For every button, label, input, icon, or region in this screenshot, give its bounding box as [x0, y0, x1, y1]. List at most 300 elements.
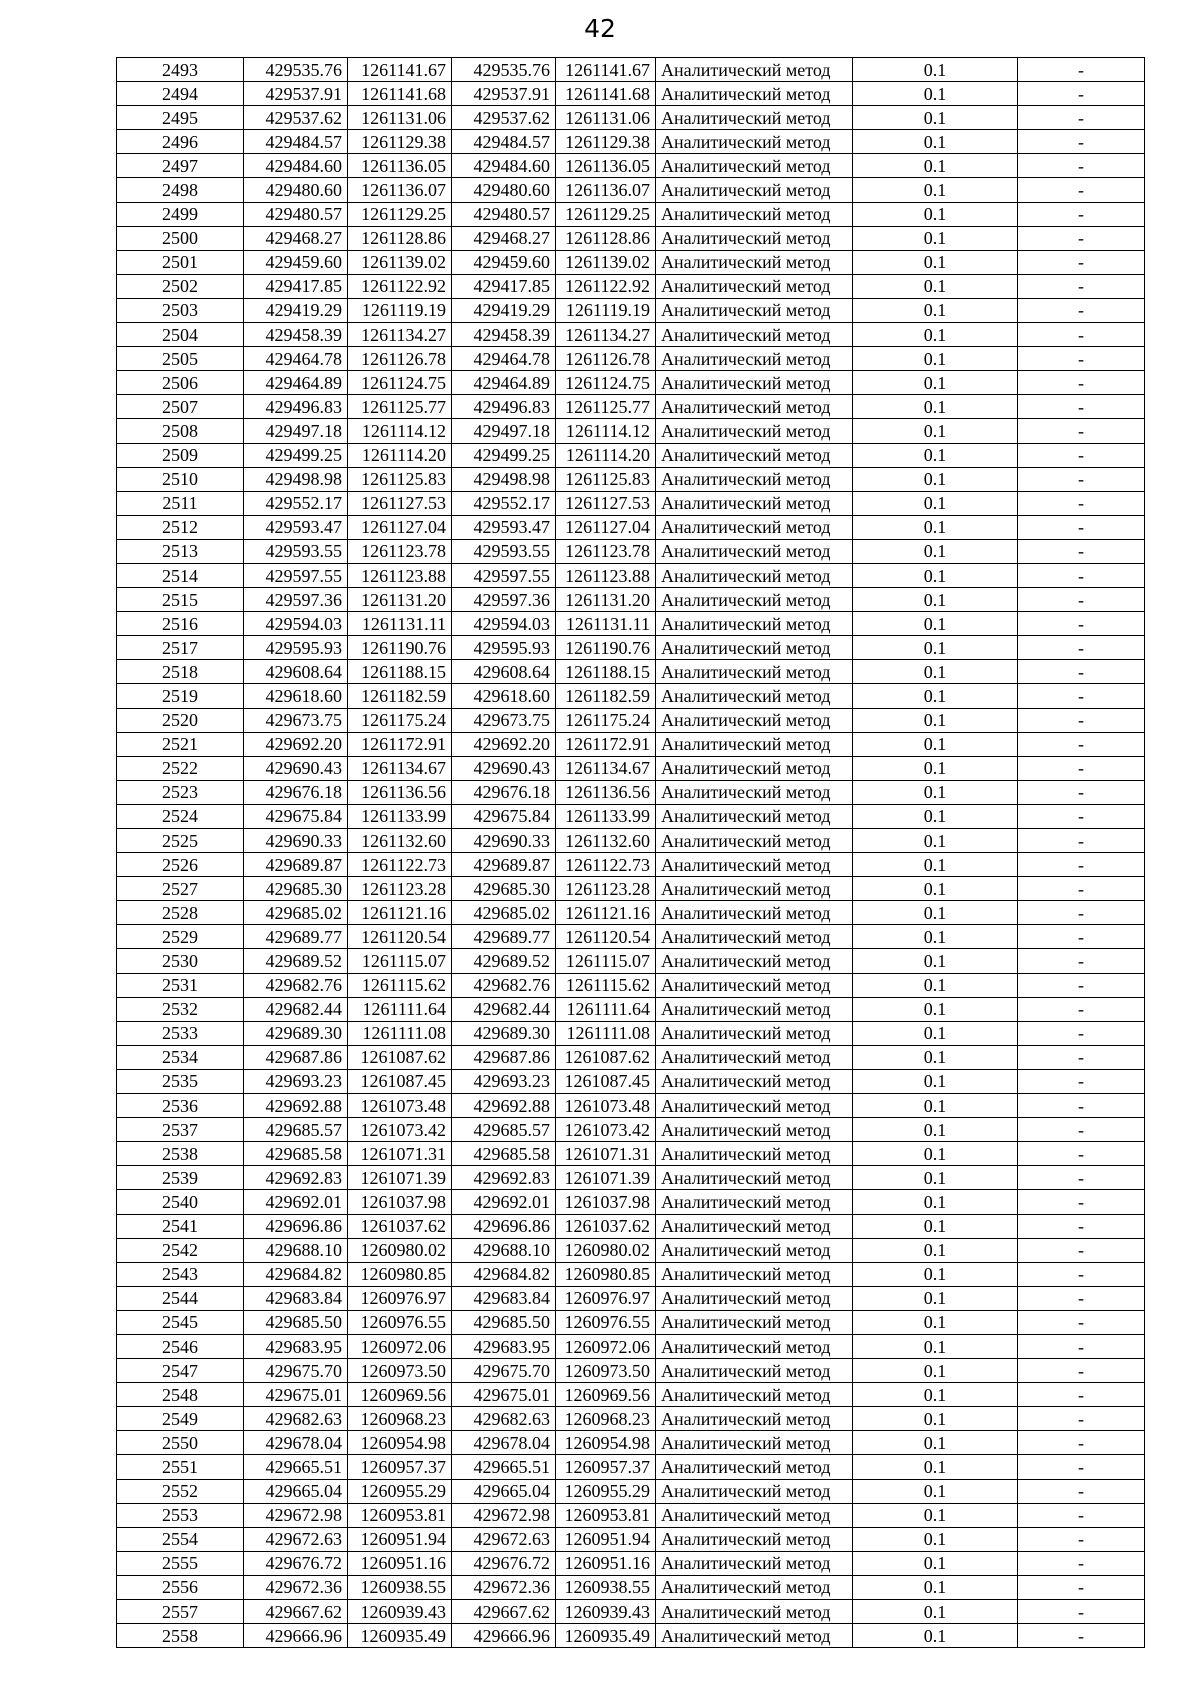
method-cell: Аналитический метод	[656, 347, 853, 371]
note-cell: -	[1018, 250, 1145, 274]
table-row	[117, 1407, 1145, 1431]
point-number-cell: 2557	[117, 1600, 244, 1624]
table-row	[117, 1455, 1145, 1479]
y-old-cell: 1261121.16	[348, 901, 452, 925]
y-new-cell: 1260980.85	[556, 1262, 656, 1286]
accuracy-cell: 0.1	[853, 853, 1018, 877]
x-new-cell: 429685.50	[452, 1310, 556, 1334]
point-number-cell: 2501	[117, 250, 244, 274]
note-cell: -	[1018, 588, 1145, 612]
x-new-cell: 429689.87	[452, 853, 556, 877]
y-new-cell: 1261073.48	[556, 1094, 656, 1118]
method-cell: Аналитический метод	[656, 804, 853, 828]
note-cell: -	[1018, 1069, 1145, 1093]
method-cell: Аналитический метод	[656, 491, 853, 515]
y-new-cell: 1260973.50	[556, 1359, 656, 1383]
x-new-cell: 429537.62	[452, 106, 556, 130]
y-new-cell: 1260976.55	[556, 1310, 656, 1334]
note-cell: -	[1018, 395, 1145, 419]
y-new-cell: 1261136.56	[556, 780, 656, 804]
x-new-cell: 429685.57	[452, 1118, 556, 1142]
accuracy-cell: 0.1	[853, 1624, 1018, 1648]
x-old-cell: 429618.60	[244, 684, 348, 708]
y-old-cell: 1260951.94	[348, 1527, 452, 1551]
point-number-cell: 2549	[117, 1407, 244, 1431]
method-cell: Аналитический метод	[656, 202, 853, 226]
table-row	[117, 202, 1145, 226]
accuracy-cell: 0.1	[853, 612, 1018, 636]
table-row	[117, 491, 1145, 515]
note-cell: -	[1018, 443, 1145, 467]
x-new-cell: 429672.98	[452, 1503, 556, 1527]
point-number-cell: 2522	[117, 756, 244, 780]
x-new-cell: 429597.36	[452, 588, 556, 612]
point-number-cell: 2525	[117, 829, 244, 853]
x-old-cell: 429696.86	[244, 1214, 348, 1238]
table-row	[117, 395, 1145, 419]
accuracy-cell: 0.1	[853, 1069, 1018, 1093]
y-old-cell: 1261136.56	[348, 780, 452, 804]
y-old-cell: 1261136.07	[348, 178, 452, 202]
accuracy-cell: 0.1	[853, 1094, 1018, 1118]
x-old-cell: 429685.57	[244, 1118, 348, 1142]
table-row	[117, 274, 1145, 298]
accuracy-cell: 0.1	[853, 1383, 1018, 1407]
note-cell: -	[1018, 1166, 1145, 1190]
method-cell: Аналитический метод	[656, 467, 853, 491]
x-new-cell: 429468.27	[452, 226, 556, 250]
y-old-cell: 1261129.38	[348, 130, 452, 154]
x-old-cell: 429685.58	[244, 1142, 348, 1166]
method-cell: Аналитический метод	[656, 1214, 853, 1238]
table-row	[117, 973, 1145, 997]
table-row	[117, 804, 1145, 828]
x-old-cell: 429419.29	[244, 298, 348, 322]
x-old-cell: 429682.76	[244, 973, 348, 997]
y-new-cell: 1261037.62	[556, 1214, 656, 1238]
table-row	[117, 660, 1145, 684]
y-old-cell: 1261128.86	[348, 226, 452, 250]
note-cell: -	[1018, 491, 1145, 515]
y-old-cell: 1261125.83	[348, 467, 452, 491]
y-old-cell: 1261114.20	[348, 443, 452, 467]
x-old-cell: 429468.27	[244, 226, 348, 250]
table-row	[117, 130, 1145, 154]
point-number-cell: 2510	[117, 467, 244, 491]
y-old-cell: 1261127.53	[348, 491, 452, 515]
x-new-cell: 429666.96	[452, 1624, 556, 1648]
y-new-cell: 1261134.27	[556, 323, 656, 347]
y-old-cell: 1261073.42	[348, 1118, 452, 1142]
method-cell: Аналитический метод	[656, 1118, 853, 1142]
x-old-cell: 429480.60	[244, 178, 348, 202]
x-new-cell: 429682.63	[452, 1407, 556, 1431]
accuracy-cell: 0.1	[853, 829, 1018, 853]
x-new-cell: 429675.70	[452, 1359, 556, 1383]
x-new-cell: 429682.44	[452, 997, 556, 1021]
x-old-cell: 429497.18	[244, 419, 348, 443]
point-number-cell: 2498	[117, 178, 244, 202]
table-row	[117, 154, 1145, 178]
y-old-cell: 1261087.45	[348, 1069, 452, 1093]
x-old-cell: 429672.98	[244, 1503, 348, 1527]
point-number-cell: 2518	[117, 660, 244, 684]
note-cell: -	[1018, 1431, 1145, 1455]
x-new-cell: 429665.51	[452, 1455, 556, 1479]
accuracy-cell: 0.1	[853, 250, 1018, 274]
table-row	[117, 1479, 1145, 1503]
y-new-cell: 1261131.06	[556, 106, 656, 130]
y-old-cell: 1260976.97	[348, 1286, 452, 1310]
table-row	[117, 82, 1145, 106]
y-new-cell: 1261139.02	[556, 250, 656, 274]
y-new-cell: 1260951.16	[556, 1551, 656, 1575]
y-old-cell: 1260972.06	[348, 1334, 452, 1358]
y-old-cell: 1261122.73	[348, 853, 452, 877]
method-cell: Аналитический метод	[656, 708, 853, 732]
y-old-cell: 1261115.62	[348, 973, 452, 997]
table-row	[117, 1286, 1145, 1310]
y-old-cell: 1261127.04	[348, 515, 452, 539]
y-new-cell: 1261126.78	[556, 347, 656, 371]
y-new-cell: 1260939.43	[556, 1600, 656, 1624]
x-new-cell: 429498.98	[452, 467, 556, 491]
y-old-cell: 1260957.37	[348, 1455, 452, 1479]
y-old-cell: 1261119.19	[348, 298, 452, 322]
x-old-cell: 429459.60	[244, 250, 348, 274]
y-new-cell: 1261115.62	[556, 973, 656, 997]
y-new-cell: 1261134.67	[556, 756, 656, 780]
y-new-cell: 1261141.68	[556, 82, 656, 106]
accuracy-cell: 0.1	[853, 202, 1018, 226]
table-row	[117, 1190, 1145, 1214]
note-cell: -	[1018, 877, 1145, 901]
point-number-cell: 2531	[117, 973, 244, 997]
note-cell: -	[1018, 949, 1145, 973]
accuracy-cell: 0.1	[853, 130, 1018, 154]
point-number-cell: 2537	[117, 1118, 244, 1142]
y-new-cell: 1261188.15	[556, 660, 656, 684]
accuracy-cell: 0.1	[853, 298, 1018, 322]
accuracy-cell: 0.1	[853, 347, 1018, 371]
table-row	[117, 1310, 1145, 1334]
point-number-cell: 2519	[117, 684, 244, 708]
method-cell: Аналитический метод	[656, 178, 853, 202]
method-cell: Аналитический метод	[656, 1503, 853, 1527]
y-old-cell: 1261139.02	[348, 250, 452, 274]
y-new-cell: 1261133.99	[556, 804, 656, 828]
x-old-cell: 429535.76	[244, 58, 348, 82]
y-old-cell: 1261131.20	[348, 588, 452, 612]
x-new-cell: 429672.63	[452, 1527, 556, 1551]
accuracy-cell: 0.1	[853, 58, 1018, 82]
y-old-cell: 1261131.11	[348, 612, 452, 636]
method-cell: Аналитический метод	[656, 1069, 853, 1093]
note-cell: -	[1018, 130, 1145, 154]
note-cell: -	[1018, 853, 1145, 877]
point-number-cell: 2553	[117, 1503, 244, 1527]
note-cell: -	[1018, 1262, 1145, 1286]
x-new-cell: 429593.47	[452, 515, 556, 539]
y-new-cell: 1260972.06	[556, 1334, 656, 1358]
x-old-cell: 429672.63	[244, 1527, 348, 1551]
table-row	[117, 1575, 1145, 1599]
y-old-cell: 1261134.27	[348, 323, 452, 347]
method-cell: Аналитический метод	[656, 323, 853, 347]
method-cell: Аналитический метод	[656, 660, 853, 684]
y-old-cell: 1260976.55	[348, 1310, 452, 1334]
y-old-cell: 1261182.59	[348, 684, 452, 708]
y-new-cell: 1261037.98	[556, 1190, 656, 1214]
method-cell: Аналитический метод	[656, 563, 853, 587]
table-row	[117, 1069, 1145, 1093]
point-number-cell: 2542	[117, 1238, 244, 1262]
y-old-cell: 1261123.78	[348, 539, 452, 563]
method-cell: Аналитический метод	[656, 226, 853, 250]
table-row	[117, 539, 1145, 563]
note-cell: -	[1018, 106, 1145, 130]
point-number-cell: 2543	[117, 1262, 244, 1286]
note-cell: -	[1018, 467, 1145, 491]
note-cell: -	[1018, 1094, 1145, 1118]
method-cell: Аналитический метод	[656, 1407, 853, 1431]
x-old-cell: 429692.88	[244, 1094, 348, 1118]
y-old-cell: 1260980.02	[348, 1238, 452, 1262]
table-row	[117, 347, 1145, 371]
x-old-cell: 429673.75	[244, 708, 348, 732]
point-number-cell: 2516	[117, 612, 244, 636]
accuracy-cell: 0.1	[853, 1575, 1018, 1599]
x-old-cell: 429685.30	[244, 877, 348, 901]
y-new-cell: 1261141.67	[556, 58, 656, 82]
accuracy-cell: 0.1	[853, 877, 1018, 901]
table-row	[117, 1551, 1145, 1575]
note-cell: -	[1018, 684, 1145, 708]
method-cell: Аналитический метод	[656, 1310, 853, 1334]
table-row	[117, 1359, 1145, 1383]
y-new-cell: 1261122.92	[556, 274, 656, 298]
note-cell: -	[1018, 1238, 1145, 1262]
x-old-cell: 429687.86	[244, 1045, 348, 1069]
accuracy-cell: 0.1	[853, 1214, 1018, 1238]
y-new-cell: 1261125.77	[556, 395, 656, 419]
y-new-cell: 1261123.88	[556, 563, 656, 587]
x-old-cell: 429675.84	[244, 804, 348, 828]
y-new-cell: 1261123.78	[556, 539, 656, 563]
method-cell: Аналитический метод	[656, 1238, 853, 1262]
x-new-cell: 429683.95	[452, 1334, 556, 1358]
y-new-cell: 1261087.45	[556, 1069, 656, 1093]
y-new-cell: 1261127.04	[556, 515, 656, 539]
note-cell: -	[1018, 1624, 1145, 1648]
note-cell: -	[1018, 1551, 1145, 1575]
y-old-cell: 1261133.99	[348, 804, 452, 828]
y-old-cell: 1260980.85	[348, 1262, 452, 1286]
method-cell: Аналитический метод	[656, 371, 853, 395]
point-number-cell: 2504	[117, 323, 244, 347]
table-row	[117, 636, 1145, 660]
x-old-cell: 429675.70	[244, 1359, 348, 1383]
accuracy-cell: 0.1	[853, 323, 1018, 347]
x-new-cell: 429688.10	[452, 1238, 556, 1262]
point-number-cell: 2495	[117, 106, 244, 130]
table-row	[117, 1262, 1145, 1286]
method-cell: Аналитический метод	[656, 443, 853, 467]
x-old-cell: 429692.01	[244, 1190, 348, 1214]
point-number-cell: 2558	[117, 1624, 244, 1648]
note-cell: -	[1018, 1118, 1145, 1142]
note-cell: -	[1018, 1021, 1145, 1045]
method-cell: Аналитический метод	[656, 274, 853, 298]
method-cell: Аналитический метод	[656, 1624, 853, 1648]
y-old-cell: 1261037.98	[348, 1190, 452, 1214]
accuracy-cell: 0.1	[853, 154, 1018, 178]
method-cell: Аналитический метод	[656, 1383, 853, 1407]
point-number-cell: 2540	[117, 1190, 244, 1214]
x-old-cell: 429597.36	[244, 588, 348, 612]
point-number-cell: 2513	[117, 539, 244, 563]
y-new-cell: 1260968.23	[556, 1407, 656, 1431]
table-row	[117, 1142, 1145, 1166]
x-old-cell: 429682.44	[244, 997, 348, 1021]
method-cell: Аналитический метод	[656, 756, 853, 780]
y-new-cell: 1261127.53	[556, 491, 656, 515]
accuracy-cell: 0.1	[853, 178, 1018, 202]
point-number-cell: 2511	[117, 491, 244, 515]
x-new-cell: 429683.84	[452, 1286, 556, 1310]
method-cell: Аналитический метод	[656, 901, 853, 925]
accuracy-cell: 0.1	[853, 1359, 1018, 1383]
accuracy-cell: 0.1	[853, 1021, 1018, 1045]
method-cell: Аналитический метод	[656, 1142, 853, 1166]
x-old-cell: 429499.25	[244, 443, 348, 467]
y-new-cell: 1261114.12	[556, 419, 656, 443]
x-new-cell: 429673.75	[452, 708, 556, 732]
y-new-cell: 1261136.07	[556, 178, 656, 202]
y-old-cell: 1261123.28	[348, 877, 452, 901]
x-new-cell: 429676.18	[452, 780, 556, 804]
y-old-cell: 1261071.31	[348, 1142, 452, 1166]
x-old-cell: 429484.57	[244, 130, 348, 154]
point-number-cell: 2517	[117, 636, 244, 660]
point-number-cell: 2534	[117, 1045, 244, 1069]
accuracy-cell: 0.1	[853, 1455, 1018, 1479]
table-row	[117, 323, 1145, 347]
y-new-cell: 1261119.19	[556, 298, 656, 322]
note-cell: -	[1018, 1142, 1145, 1166]
x-new-cell: 429484.60	[452, 154, 556, 178]
y-old-cell: 1261136.05	[348, 154, 452, 178]
y-new-cell: 1261071.31	[556, 1142, 656, 1166]
x-old-cell: 429689.77	[244, 925, 348, 949]
method-cell: Аналитический метод	[656, 853, 853, 877]
y-old-cell: 1260968.23	[348, 1407, 452, 1431]
table-row	[117, 732, 1145, 756]
point-number-cell: 2527	[117, 877, 244, 901]
y-new-cell: 1260953.81	[556, 1503, 656, 1527]
method-cell: Аналитический метод	[656, 1166, 853, 1190]
y-new-cell: 1260954.98	[556, 1431, 656, 1455]
point-number-cell: 2496	[117, 130, 244, 154]
y-old-cell: 1260939.43	[348, 1600, 452, 1624]
note-cell: -	[1018, 1359, 1145, 1383]
accuracy-cell: 0.1	[853, 1431, 1018, 1455]
note-cell: -	[1018, 829, 1145, 853]
method-cell: Аналитический метод	[656, 1479, 853, 1503]
accuracy-cell: 0.1	[853, 973, 1018, 997]
table-row	[117, 1624, 1145, 1648]
table-row	[117, 1045, 1145, 1069]
x-old-cell: 429464.78	[244, 347, 348, 371]
x-new-cell: 429597.55	[452, 563, 556, 587]
point-number-cell: 2556	[117, 1575, 244, 1599]
accuracy-cell: 0.1	[853, 1503, 1018, 1527]
note-cell: -	[1018, 539, 1145, 563]
accuracy-cell: 0.1	[853, 1190, 1018, 1214]
y-old-cell: 1261175.24	[348, 708, 452, 732]
y-old-cell: 1261126.78	[348, 347, 452, 371]
y-old-cell: 1260953.81	[348, 1503, 452, 1527]
note-cell: -	[1018, 780, 1145, 804]
table-row	[117, 178, 1145, 202]
accuracy-cell: 0.1	[853, 274, 1018, 298]
note-cell: -	[1018, 1479, 1145, 1503]
x-new-cell: 429675.01	[452, 1383, 556, 1407]
x-new-cell: 429484.57	[452, 130, 556, 154]
y-old-cell: 1261123.88	[348, 563, 452, 587]
point-number-cell: 2494	[117, 82, 244, 106]
point-number-cell: 2515	[117, 588, 244, 612]
accuracy-cell: 0.1	[853, 708, 1018, 732]
x-old-cell: 429594.03	[244, 612, 348, 636]
point-number-cell: 2524	[117, 804, 244, 828]
accuracy-cell: 0.1	[853, 1142, 1018, 1166]
accuracy-cell: 0.1	[853, 925, 1018, 949]
y-new-cell: 1261125.83	[556, 467, 656, 491]
note-cell: -	[1018, 1407, 1145, 1431]
y-old-cell: 1261073.48	[348, 1094, 452, 1118]
x-new-cell: 429692.88	[452, 1094, 556, 1118]
x-new-cell: 429480.60	[452, 178, 556, 202]
point-number-cell: 2539	[117, 1166, 244, 1190]
method-cell: Аналитический метод	[656, 395, 853, 419]
table-row	[117, 853, 1145, 877]
note-cell: -	[1018, 563, 1145, 587]
x-old-cell: 429498.98	[244, 467, 348, 491]
x-old-cell: 429676.72	[244, 1551, 348, 1575]
table-row	[117, 1334, 1145, 1358]
table-row	[117, 371, 1145, 395]
accuracy-cell: 0.1	[853, 1118, 1018, 1142]
method-cell: Аналитический метод	[656, 1190, 853, 1214]
table-row	[117, 106, 1145, 130]
point-number-cell: 2514	[117, 563, 244, 587]
note-cell: -	[1018, 298, 1145, 322]
method-cell: Аналитический метод	[656, 1045, 853, 1069]
table-row	[117, 250, 1145, 274]
method-cell: Аналитический метод	[656, 636, 853, 660]
point-number-cell: 2555	[117, 1551, 244, 1575]
point-number-cell: 2526	[117, 853, 244, 877]
accuracy-cell: 0.1	[853, 1527, 1018, 1551]
point-number-cell: 2529	[117, 925, 244, 949]
x-old-cell: 429676.18	[244, 780, 348, 804]
method-cell: Аналитический метод	[656, 925, 853, 949]
method-cell: Аналитический метод	[656, 58, 853, 82]
y-new-cell: 1261128.86	[556, 226, 656, 250]
method-cell: Аналитический метод	[656, 1021, 853, 1045]
table-row	[117, 1021, 1145, 1045]
